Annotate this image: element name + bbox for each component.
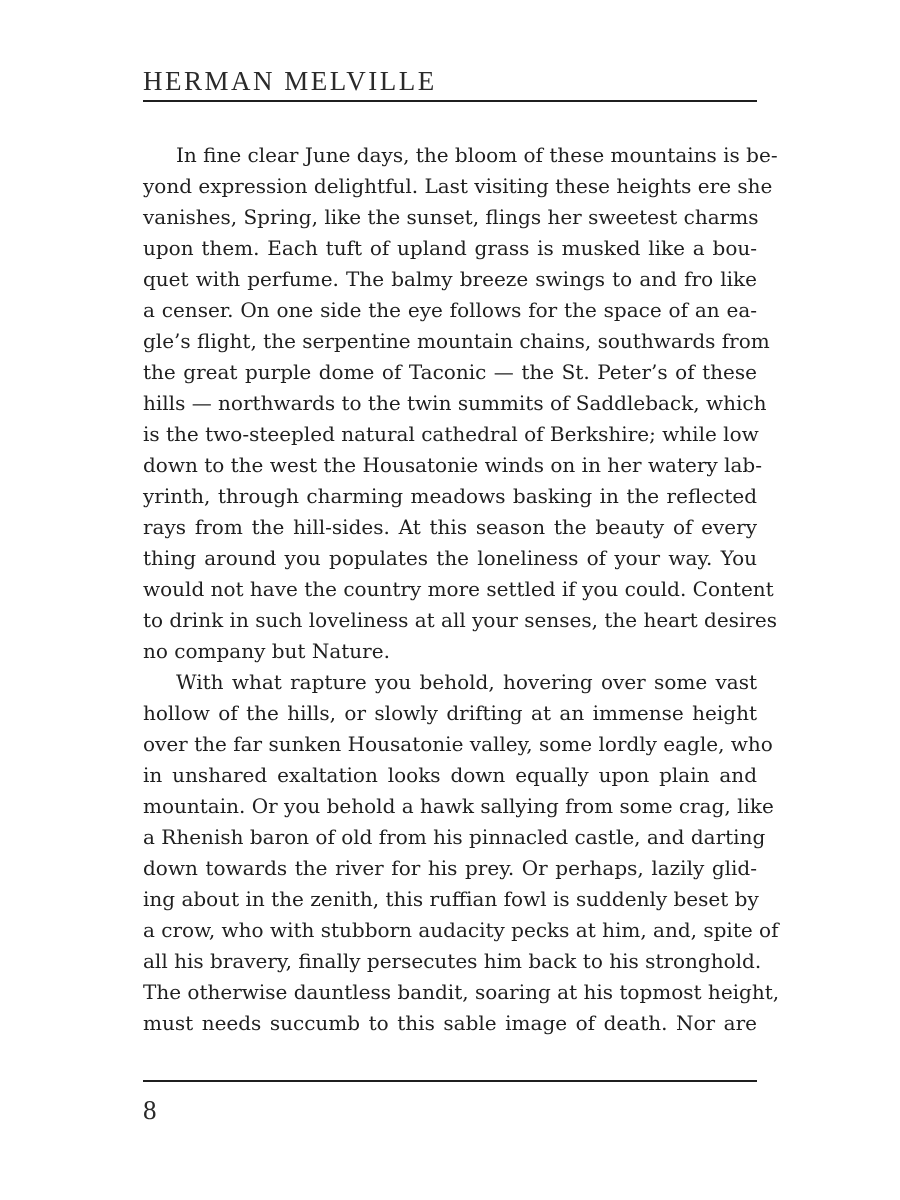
- text-line: quet with perfume. The balmy breeze swings to and fro like: [143, 267, 757, 291]
- text-line: With what rapture you behold, hovering over some vast: [176, 670, 757, 694]
- paragraph: [143, 667, 780, 1039]
- text-line: ing about in the zenith, this ruffian fowl is suddenly beset by: [143, 887, 759, 911]
- page-number: 8: [143, 1095, 157, 1125]
- text-line: in unshared exaltation looks down equally upon plain and: [143, 763, 757, 787]
- paragraph: [143, 140, 778, 667]
- text-line: to drink in such loveliness at all your senses, the heart desires: [143, 608, 777, 632]
- text-line: yrinth, through charming meadows basking in the reflected: [143, 484, 757, 508]
- text-line: no company but Nature.: [143, 639, 390, 663]
- text-line: the great purple dome of Taconic — the St. Peter’s of these: [143, 360, 757, 384]
- text-line: a crow, who with stubborn audacity pecks at him, and, spite of: [143, 918, 779, 942]
- running-head: HERMAN MELVILLE: [143, 66, 437, 96]
- text-line: gle’s flight, the serpentine mountain chains, southwards from: [143, 329, 770, 353]
- text-line: would not have the country more settled if you could. Content: [143, 577, 774, 601]
- text-line: vanishes, Spring, like the sunset, flings her sweetest charms: [143, 205, 759, 229]
- text-line: mountain. Or you behold a hawk sallying from some crag, like: [143, 794, 774, 818]
- text-line: a censer. On one side the eye follows for the space of an ea-: [143, 298, 757, 322]
- text-line: is the two-steepled natural cathedral of Berkshire; while low: [143, 422, 759, 446]
- text-line: hills — northwards to the twin summits of Saddleback, which: [143, 391, 767, 415]
- footer-rule: [143, 1080, 757, 1082]
- text-line: thing around you populates the loneliness of your way. You: [143, 546, 757, 570]
- text-line: The otherwise dauntless bandit, soaring at his topmost height,: [143, 980, 780, 1004]
- text-line: rays from the hill-sides. At this season the beauty of every: [143, 515, 757, 539]
- body-text: [143, 140, 780, 1039]
- text-line: down to the west the Housatonie winds on in her watery lab-: [143, 453, 762, 477]
- text-line: hollow of the hills, or slowly drifting at an immense height: [143, 701, 757, 725]
- text-line: down towards the river for his prey. Or perhaps, lazily glid-: [143, 856, 757, 880]
- text-line: all his bravery, finally persecutes him back to his stronghold.: [143, 949, 762, 973]
- text-line: must needs succumb to this sable image of death. Nor are: [143, 1011, 757, 1035]
- text-line: upon them. Each tuft of upland grass is musked like a bou-: [143, 236, 757, 260]
- text-line: In fine clear June days, the bloom of these mountains is be-: [176, 143, 778, 167]
- text-line: yond expression delightful. Last visiting these heights ere she: [143, 174, 773, 198]
- text-line: over the far sunken Housatonie valley, some lordly eagle, who: [143, 732, 773, 756]
- header-rule: [143, 100, 757, 102]
- text-line: a Rhenish baron of old from his pinnacled castle, and darting: [143, 825, 766, 849]
